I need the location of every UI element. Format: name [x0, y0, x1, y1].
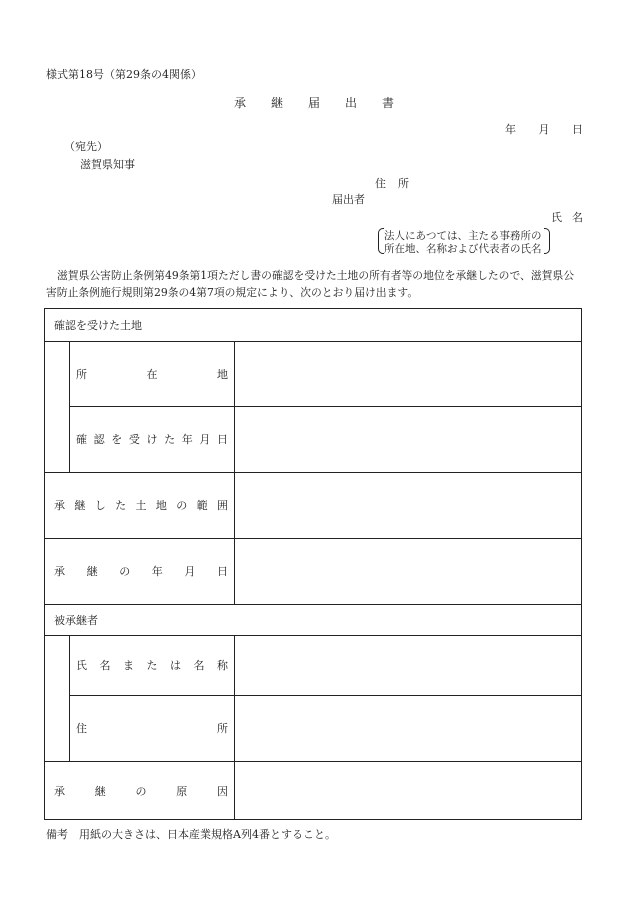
corporation-note-line1: 法人にあつては、主たる事務所の [384, 230, 542, 242]
label-char: の [119, 565, 131, 578]
label-char: の [176, 499, 188, 512]
remarks: 備考 用紙の大きさは、日本産業規格A列4番とすること。 [46, 828, 336, 841]
label-char: 日 [216, 565, 228, 578]
title-char: 届 [307, 96, 320, 110]
succession-date-value-cell[interactable] [235, 538, 582, 604]
corporation-note-line2: 所在地、名称および代表者の氏名 [384, 243, 542, 255]
succeeded-scope-value-cell[interactable] [235, 472, 582, 538]
label-char: 土 [135, 499, 147, 512]
label-char: け [146, 433, 158, 446]
document-title [234, 94, 394, 111]
succession-cause-value-cell[interactable] [235, 761, 582, 820]
indent-divider [69, 635, 70, 761]
label-char: の [135, 784, 147, 798]
label-char: 所 [398, 177, 409, 190]
notifier-name-label [551, 209, 583, 225]
label-char: 住 [76, 722, 87, 735]
location-label [76, 341, 228, 406]
label-char: 月 [199, 433, 211, 446]
label-char: 年 [151, 565, 163, 578]
label-char: た [164, 433, 176, 446]
body-text: 滋賀県公害防止条例第49条第1項ただし書の確認を受けた土地の所有者等の地位を承継したので、滋賀県公害防止条例施行規則第29条の4第7項の規定により、次のとおり届け出ます。 [46, 269, 575, 299]
title-char: 出 [344, 96, 357, 110]
addressee-label: （宛先） [64, 140, 108, 153]
addressee-name: 滋賀県知事 [80, 158, 135, 171]
label-char: 認 [93, 433, 105, 446]
label-char: 名 [99, 659, 111, 672]
notifier-address-label [375, 175, 409, 191]
succession-cause-label [54, 761, 228, 820]
label-char: 確 [76, 433, 87, 446]
label-char: 所 [217, 722, 228, 735]
title-char: 継 [270, 96, 283, 110]
label-char: 継 [86, 565, 98, 578]
section-predecessor-text: 被承継者 [54, 613, 98, 627]
label-char: 継 [94, 784, 106, 798]
succeeded-scope-label [54, 472, 228, 538]
label-char: 在 [146, 367, 158, 381]
label-char: 受 [128, 433, 140, 446]
label-char: 承 [54, 565, 65, 578]
label-char: 承 [54, 784, 65, 798]
label-char: 名 [193, 659, 205, 672]
label-char: 地 [155, 499, 167, 512]
notifier-label: 届出者 [332, 193, 365, 206]
title-char: 承 [234, 96, 247, 110]
label-char: 日 [217, 433, 228, 446]
label-char: 地 [217, 367, 228, 381]
date-year: 年 [505, 123, 516, 136]
date-month: 月 [538, 123, 550, 136]
predecessor-address-label [76, 695, 228, 761]
label-char: 住 [375, 177, 386, 190]
date-line [505, 121, 583, 137]
row-divider [45, 604, 582, 605]
form-table [44, 308, 582, 820]
label-char: 範 [196, 499, 208, 512]
label-char: 月 [184, 565, 196, 578]
label-char: 称 [217, 659, 228, 672]
label-char: は [170, 659, 181, 672]
label-char: 原 [176, 784, 188, 798]
name-or-title-value-cell[interactable] [235, 635, 582, 695]
right-bracket [544, 228, 550, 254]
indent-divider [69, 341, 70, 472]
label-char: を [111, 433, 123, 446]
date-day: 日 [572, 123, 583, 136]
label-char: し [94, 499, 106, 512]
label-char: 年 [181, 433, 193, 446]
label-char: 継 [74, 499, 86, 512]
location-value-cell[interactable] [235, 341, 582, 406]
label-char: 名 [572, 211, 583, 224]
corporation-note [378, 228, 550, 254]
label-char: 承 [54, 499, 65, 512]
succession-date-label [54, 538, 228, 604]
name-or-title-label [76, 635, 228, 695]
confirmed-date-label [76, 406, 228, 472]
label-char: 囲 [217, 499, 228, 512]
label-char: ま [123, 659, 134, 672]
label-char: 氏 [76, 659, 87, 672]
label-char: 氏 [551, 211, 562, 224]
title-char: 書 [381, 96, 394, 110]
predecessor-address-value-cell[interactable] [235, 695, 582, 761]
label-char: た [115, 499, 127, 512]
section-predecessor-label [54, 604, 98, 635]
label-char: た [146, 659, 158, 672]
section-land-text: 確認を受けた土地 [54, 319, 142, 332]
section-land-label [54, 309, 142, 341]
form-number: 様式第18号（第29条の4関係） [46, 68, 202, 81]
label-char: 所 [76, 367, 87, 381]
confirmed-date-value-cell[interactable] [235, 406, 582, 472]
label-char: 因 [217, 784, 228, 798]
